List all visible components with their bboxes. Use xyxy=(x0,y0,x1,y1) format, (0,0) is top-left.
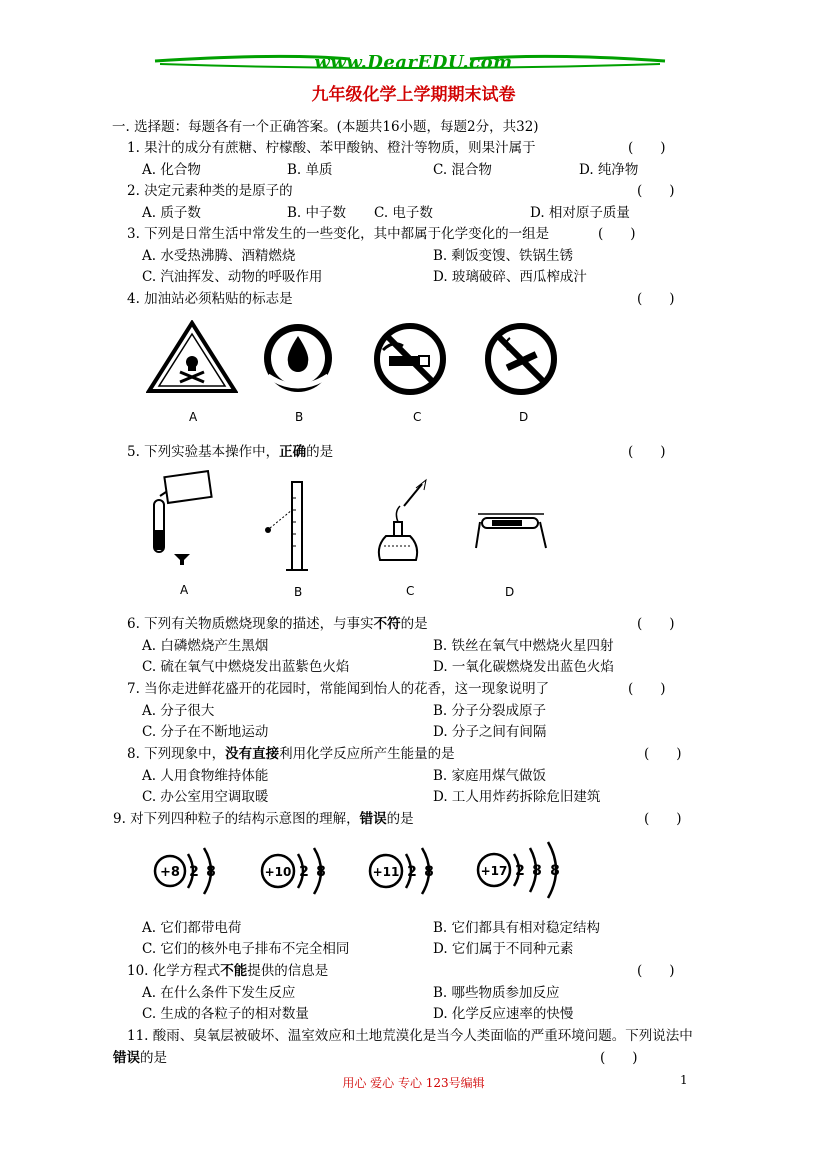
atom-4-shell-1: 2 xyxy=(515,863,525,879)
question-7-stem: 7. 当你走进鲜花盛开的花园时，常能闻到怡人的花香，这一现象说明了 xyxy=(127,681,550,697)
question-6-stem-emphasis: 不符 xyxy=(373,616,401,632)
question-4-answer-bracket[interactable]: ( ) xyxy=(637,291,675,307)
atom-1-shell-1: 2 xyxy=(189,864,199,880)
heating-test-tube-icon[interactable] xyxy=(474,508,550,552)
question-5-label-c: C xyxy=(406,584,415,598)
question-10-stem-pre: 10. 化学方程式 xyxy=(127,963,221,979)
question-3-option-b[interactable]: B. 剩饭变馊、铁锅生锈 xyxy=(433,248,574,264)
question-1-stem: 1. 果汁的成分有蔗糖、柠檬酸、苯甲酸钠、橙汁等物质，则果汁属于 xyxy=(127,140,536,156)
question-11-stem-post: 的是 xyxy=(140,1050,167,1066)
atom-4-nucleus: +17 xyxy=(480,864,508,878)
question-7-option-c[interactable]: C. 分子在不断地运动 xyxy=(142,724,269,740)
question-1-option-a[interactable]: A. 化合物 xyxy=(142,162,201,178)
question-6-option-d[interactable]: D. 一氧化碳燃烧发出蓝色火焰 xyxy=(433,659,614,675)
question-5-stem xyxy=(127,440,333,460)
question-8-stem-post: 利用化学反应所产生能量的是 xyxy=(279,746,455,762)
fuel-drop-sign-icon[interactable] xyxy=(262,318,334,398)
question-7-option-d[interactable]: D. 分子之间有间隔 xyxy=(433,724,547,740)
reading-graduated-cylinder-icon[interactable] xyxy=(262,478,322,578)
question-10-answer-bracket[interactable]: ( ) xyxy=(637,963,675,979)
question-6-stem-pre: 6. 下列有关物质燃烧现象的描述，与事实 xyxy=(127,616,374,632)
question-10-stem-post: 提供的信息是 xyxy=(247,963,329,979)
question-6-answer-bracket[interactable]: ( ) xyxy=(637,616,675,632)
question-10-option-b[interactable]: B. 哪些物质参加反应 xyxy=(433,985,560,1001)
question-3-answer-bracket[interactable]: ( ) xyxy=(598,226,636,242)
question-10-option-a[interactable]: A. 在什么条件下发生反应 xyxy=(142,985,296,1001)
question-4-label-c: C xyxy=(413,410,422,424)
question-6-option-a[interactable]: A. 白磷燃烧产生黑烟 xyxy=(142,638,269,654)
question-10-stem-emphasis: 不能 xyxy=(220,963,248,979)
question-1-answer-bracket[interactable]: ( ) xyxy=(628,140,666,156)
question-9-option-c[interactable]: C. 它们的核外电子排布不完全相同 xyxy=(142,941,350,957)
atom-1-shell-2: 8 xyxy=(206,864,216,880)
question-3-option-d[interactable]: D. 玻璃破碎、西瓜榨成汁 xyxy=(433,269,587,285)
question-10-option-d[interactable]: D. 化学反应速率的快慢 xyxy=(433,1006,574,1022)
question-2-option-a[interactable]: A. 质子数 xyxy=(142,205,201,221)
atom-3-shell-1: 2 xyxy=(407,864,417,880)
question-3-option-a[interactable]: A. 水受热沸腾、酒精燃烧 xyxy=(142,248,296,264)
question-2-option-d[interactable]: D. 相对原子质量 xyxy=(530,205,630,221)
question-9-stem-pre: 9. 对下列四种粒子的结构示意图的理解， xyxy=(113,811,360,827)
question-5-answer-bracket[interactable]: ( ) xyxy=(628,444,666,460)
question-9-option-d[interactable]: D. 它们属于不同种元素 xyxy=(433,941,574,957)
question-9-stem-emphasis: 错误 xyxy=(359,811,387,827)
lighting-alcohol-lamp-icon[interactable] xyxy=(366,476,436,570)
question-10-option-c[interactable]: C. 生成的各粒子的相对数量 xyxy=(142,1006,309,1022)
question-8-answer-bracket[interactable]: ( ) xyxy=(644,746,682,762)
question-7-option-b[interactable]: B. 分子分裂成原子 xyxy=(433,703,547,719)
question-5-label-a: A xyxy=(180,583,189,597)
atom-3-nucleus: +11 xyxy=(372,865,400,879)
question-1-option-b[interactable]: B. 单质 xyxy=(287,162,333,178)
question-9-stem xyxy=(113,807,414,827)
question-5-label-d: D xyxy=(505,585,515,599)
question-9-option-b[interactable]: B. 它们都具有相对稳定结构 xyxy=(433,920,601,936)
question-2-stem: 2. 决定元素种类的是原子的 xyxy=(127,183,293,199)
atom-2-nucleus: +10 xyxy=(264,865,292,879)
question-11-stem-emphasis: 错误 xyxy=(113,1050,140,1066)
question-1-option-d[interactable]: D. 纯净物 xyxy=(579,162,639,178)
question-9-option-a[interactable]: A. 它们都带电荷 xyxy=(142,920,242,936)
atom-2-shell-1: 2 xyxy=(299,864,309,880)
question-8-stem-emphasis: 没有直接 xyxy=(225,746,280,762)
atom-2-shell-2: 8 xyxy=(316,864,326,880)
question-6-stem-post: 的是 xyxy=(400,616,428,632)
section-heading: 一. 选择题：每题各有一个正确答案。(本题共16小题，每题2分，共32) xyxy=(112,119,539,135)
question-7-option-a[interactable]: A. 分子很大 xyxy=(142,703,215,719)
question-9-stem-post: 的是 xyxy=(386,811,414,827)
question-6-option-b[interactable]: B. 铁丝在氧气中燃烧火星四射 xyxy=(433,638,614,654)
question-4-label-d: D xyxy=(519,410,529,424)
question-2-answer-bracket[interactable]: ( ) xyxy=(637,183,675,199)
question-11-stem-line2 xyxy=(113,1046,167,1066)
atom-structure-neon-icon[interactable] xyxy=(258,842,338,900)
question-11-stem: 11. 酸雨、臭氧层被破坏、温室效应和土地荒漠化是当今人类面临的严重环境问题。下列说法中 xyxy=(127,1028,693,1044)
question-7-answer-bracket[interactable]: ( ) xyxy=(628,681,666,697)
question-5-label-b: B xyxy=(294,585,303,599)
question-6-stem xyxy=(127,612,428,632)
question-4-label-a: A xyxy=(189,410,198,424)
atom-4-shell-3: 8 xyxy=(550,863,560,879)
question-5-stem-pre: 5. 下列实验基本操作中， xyxy=(127,444,280,460)
question-11-answer-bracket[interactable]: ( ) xyxy=(600,1050,638,1066)
question-2-option-b[interactable]: B. 中子数 xyxy=(287,205,347,221)
page-title: 九年级化学上学期期末试卷 xyxy=(311,85,516,105)
question-8-option-c[interactable]: C. 办公室用空调取暖 xyxy=(142,789,269,805)
no-smoking-open-flame-sign-icon[interactable] xyxy=(373,322,447,396)
atom-structure-sodium-ion-icon[interactable] xyxy=(366,842,446,900)
atom-structure-chloride-ion-icon[interactable] xyxy=(474,838,574,902)
footer-text: 用心 爱心 专心 123号编辑 xyxy=(342,1076,485,1090)
site-name: www.DearEDU.com xyxy=(314,52,513,73)
question-9-answer-bracket[interactable]: ( ) xyxy=(644,811,682,827)
question-8-option-d[interactable]: D. 工人用炸药拆除危旧建筑 xyxy=(433,789,601,805)
atom-4-shell-2: 8 xyxy=(532,863,542,879)
question-5-stem-post: 的是 xyxy=(306,444,334,460)
question-3-option-c[interactable]: C. 汽油挥发、动物的呼吸作用 xyxy=(142,269,323,285)
atom-1-nucleus: +8 xyxy=(160,865,180,880)
question-3-stem: 3. 下列是日常生活中常发生的一些变化，其中都属于化学变化的一组是 xyxy=(127,226,550,242)
atom-structure-oxygen-icon[interactable] xyxy=(150,842,230,900)
question-8-stem xyxy=(127,742,455,762)
question-1-option-c[interactable]: C. 混合物 xyxy=(433,162,492,178)
question-2-option-c[interactable]: C. 电子数 xyxy=(374,205,433,221)
question-8-stem-pre: 8. 下列现象中， xyxy=(127,746,226,762)
page-number: 1 xyxy=(680,1073,688,1087)
question-4-label-b: B xyxy=(295,410,304,424)
no-smoking-sign-icon[interactable] xyxy=(484,322,558,396)
question-6-option-c[interactable]: C. 硫在氧气中燃烧发出蓝紫色火焰 xyxy=(142,659,350,675)
question-10-stem xyxy=(127,959,328,979)
question-8-option-a[interactable]: A. 人用食物维持体能 xyxy=(142,768,269,784)
pouring-liquid-test-tube-icon[interactable] xyxy=(146,470,216,570)
atom-3-shell-2: 8 xyxy=(424,864,434,880)
question-5-stem-emphasis: 正确 xyxy=(279,444,307,460)
question-4-stem: 4. 加油站必须粘贴的标志是 xyxy=(127,291,293,307)
question-8-option-b[interactable]: B. 家庭用煤气做饭 xyxy=(433,768,547,784)
toxic-warning-sign-icon[interactable] xyxy=(146,320,238,394)
